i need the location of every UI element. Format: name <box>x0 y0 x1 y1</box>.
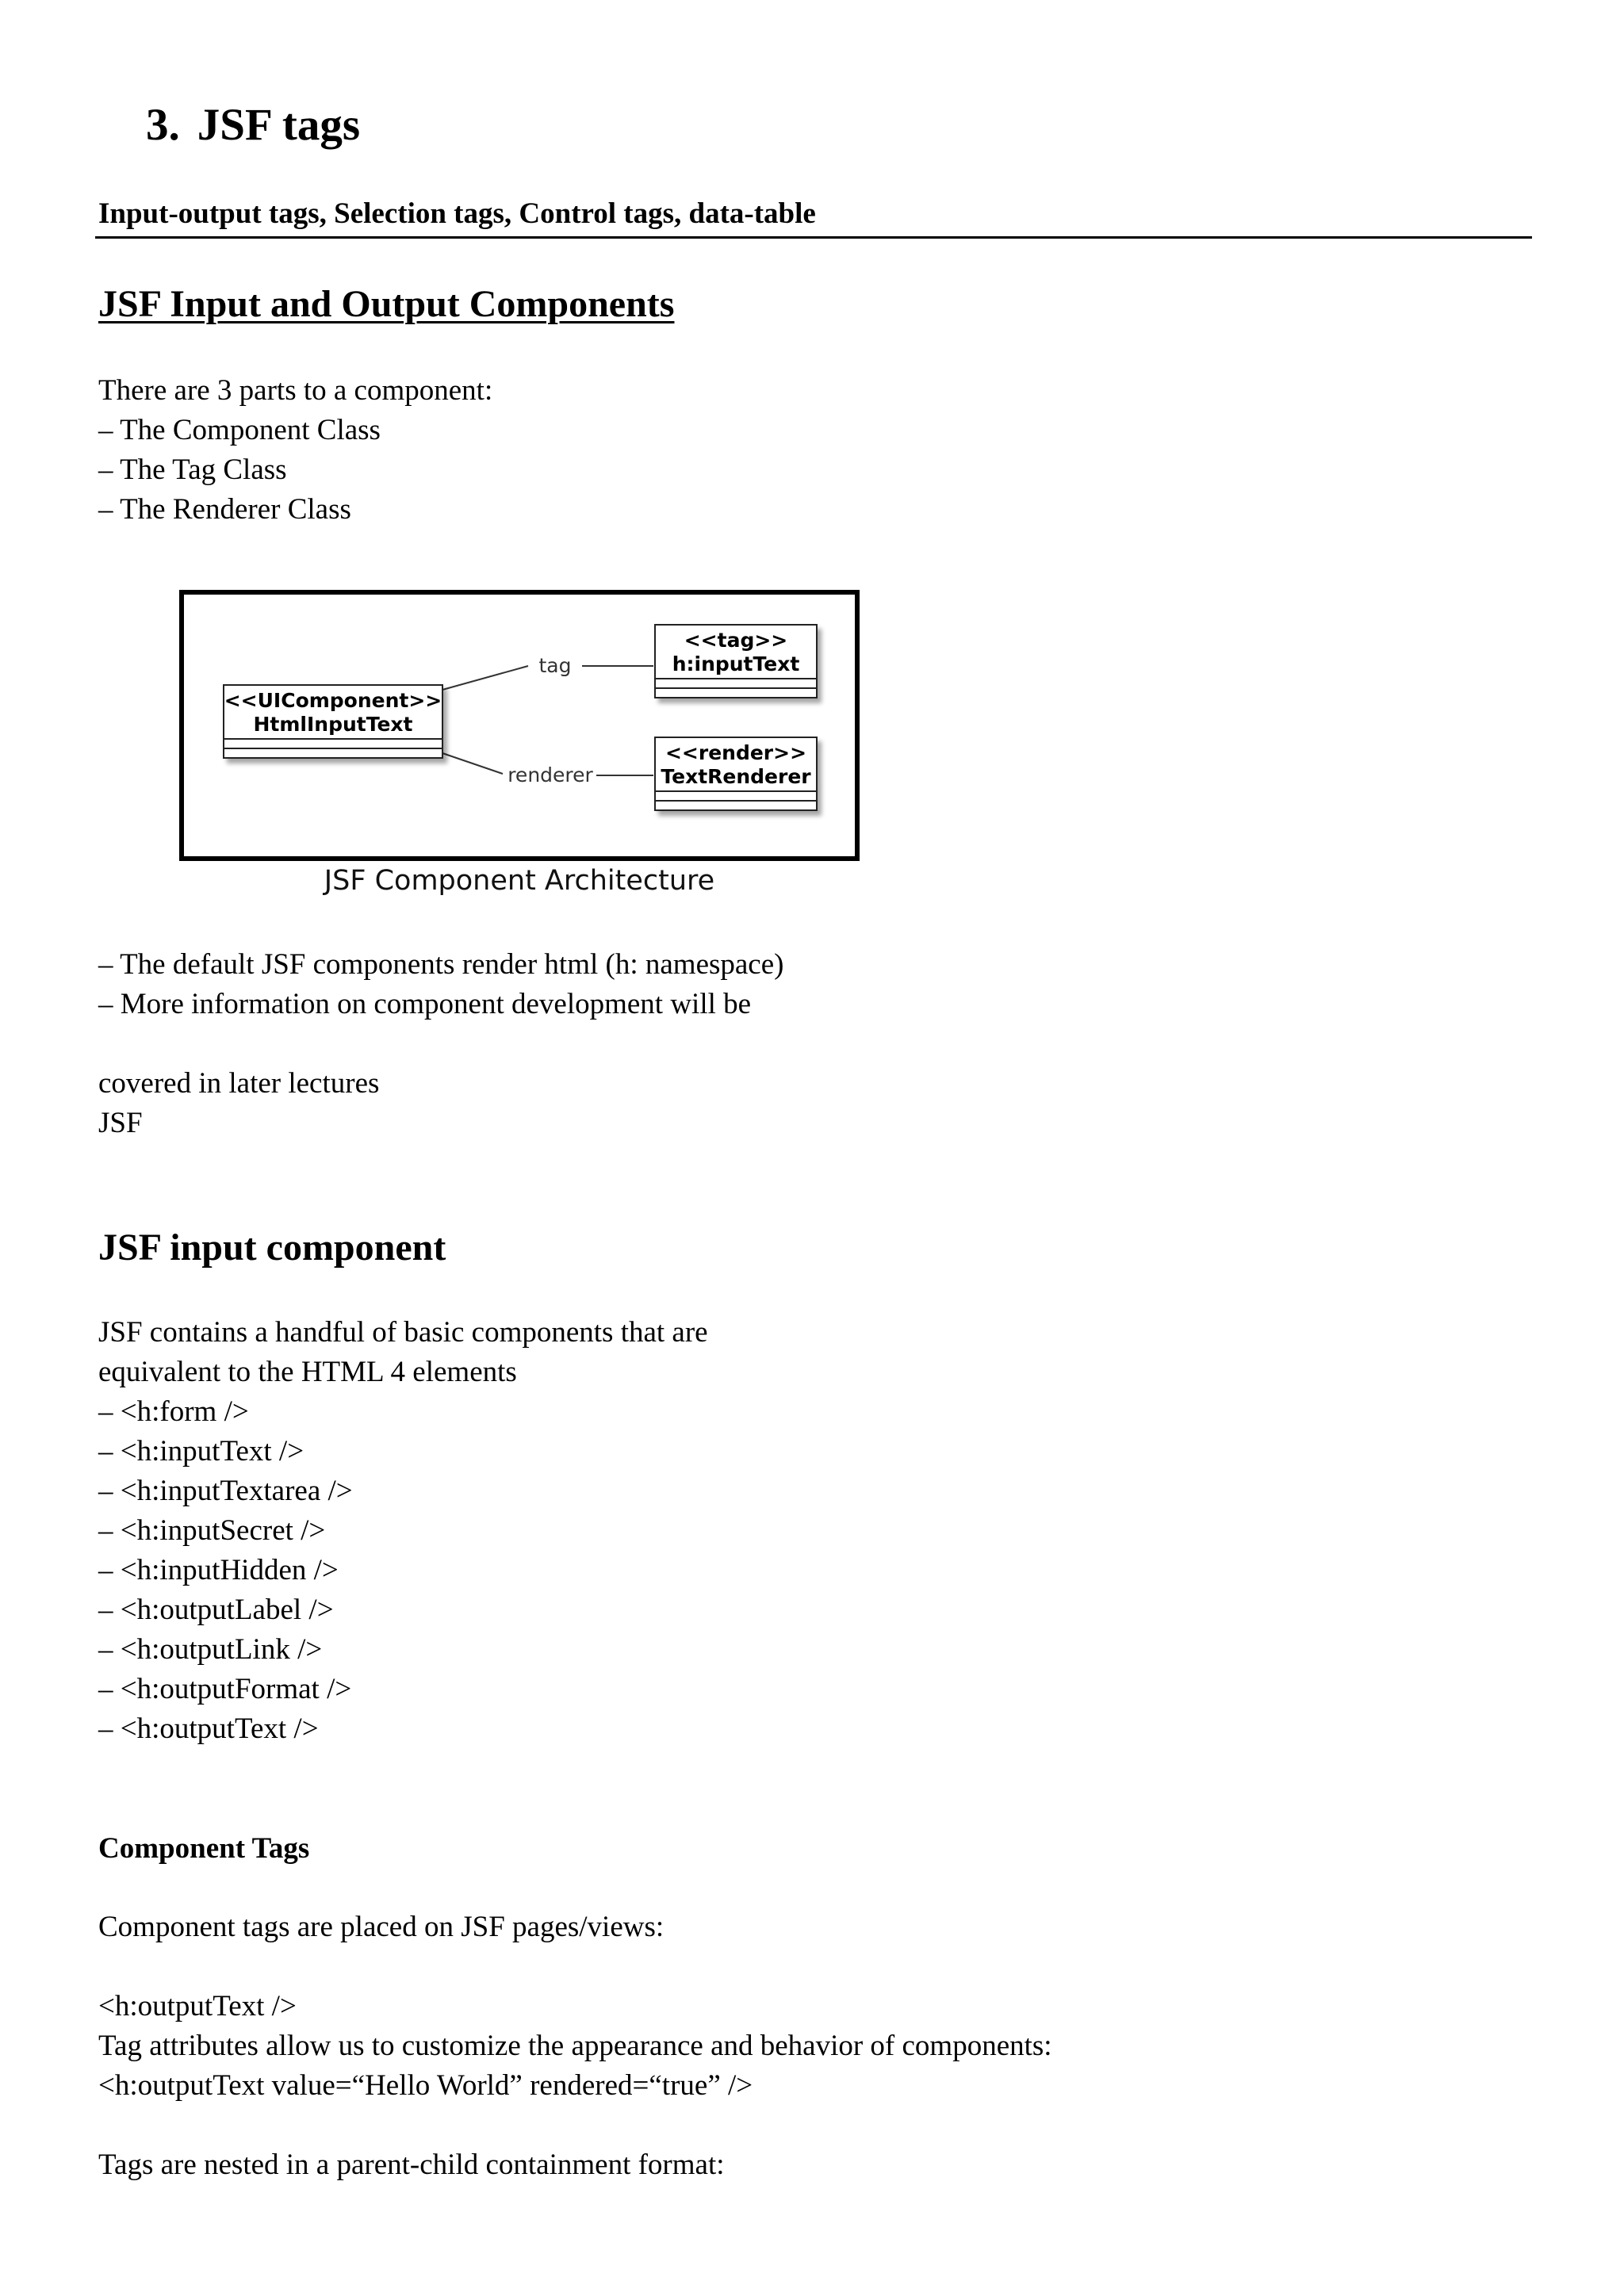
uicomponent-box <box>224 685 442 758</box>
subheading-component-tags: Component Tags <box>98 1832 310 1865</box>
tag-stereotype: <<tag>> <box>684 629 788 652</box>
render-box <box>655 737 817 810</box>
body-line: Component tags are placed on JSF pages/views: <box>98 1911 665 1943</box>
tag-label: tag <box>538 654 572 677</box>
body-line: JSF contains a handful of basic components that are <box>98 1316 708 1349</box>
code-line: <h:outputText /> <box>98 1990 297 2022</box>
list-item: – <h:form /> <box>98 1395 249 1428</box>
body-line: Tags are nested in a parent-child containment format: <box>98 2149 725 2181</box>
uicomponent-name: HtmlInputText <box>253 713 413 736</box>
blank-line <box>98 2106 1052 2145</box>
chapter-title: JSF tags <box>197 100 361 150</box>
component-parts-list <box>98 371 492 530</box>
list-item: – <h:inputSecret /> <box>98 1514 326 1547</box>
list-line: – The Renderer Class <box>98 493 351 526</box>
list-item: – <h:inputTextarea /> <box>98 1475 353 1507</box>
note-blank-line <box>98 1024 783 1064</box>
default-components-notes <box>98 945 783 1143</box>
blank-line <box>98 1947 1052 1987</box>
list-line: There are 3 parts to a component: <box>98 374 493 407</box>
chapter-subtitle: Input-output tags, Selection tags, Control tags, data-table <box>98 197 816 230</box>
note-line: – More information on component development will be <box>98 988 752 1020</box>
list-item: – <h:outputFormat /> <box>98 1673 352 1705</box>
tag-box <box>655 625 817 698</box>
section-heading-input-component: JSF input component <box>98 1226 446 1269</box>
note-line: JSF <box>98 1107 143 1139</box>
body-line: Tag attributes allow us to customize the appearance and behavior of components: <box>98 2030 1052 2062</box>
list-item: – <h:inputHidden /> <box>98 1554 339 1586</box>
render-name: TextRenderer <box>661 765 811 788</box>
note-line: – The default JSF components render html (h: namespace) <box>98 948 784 981</box>
figure-caption: JSF Component Architecture <box>324 865 715 897</box>
list-item: – <h:outputLink /> <box>98 1633 323 1666</box>
architecture-diagram <box>179 590 860 861</box>
list-item: – <h:inputText /> <box>98 1435 304 1468</box>
render-stereotype: <<render>> <box>665 741 807 764</box>
component-tags-text <box>98 1908 1052 2185</box>
list-line: – The Component Class <box>98 414 381 446</box>
list-item: – <h:outputLabel /> <box>98 1594 334 1626</box>
uicomponent-stereotype: <<UIComponent>> <box>224 689 442 712</box>
note-line: covered in later lectures <box>98 1067 380 1100</box>
list-item: – <h:outputText /> <box>98 1712 319 1745</box>
horizontal-rule <box>95 236 1532 239</box>
input-components-list <box>98 1313 708 1749</box>
tag-name: h:inputText <box>672 652 800 675</box>
chapter-heading <box>146 94 360 157</box>
chapter-number: 3. <box>146 100 180 150</box>
list-line: – The Tag Class <box>98 453 287 486</box>
architecture-diagram-svg <box>179 590 860 861</box>
renderer-label: renderer <box>508 763 593 786</box>
section-heading-io-components: JSF Input and Output Components <box>98 283 675 325</box>
code-line: <h:outputText value=“Hello World” rendered=“true” /> <box>98 2069 753 2102</box>
body-line: equivalent to the HTML 4 elements <box>98 1356 517 1388</box>
